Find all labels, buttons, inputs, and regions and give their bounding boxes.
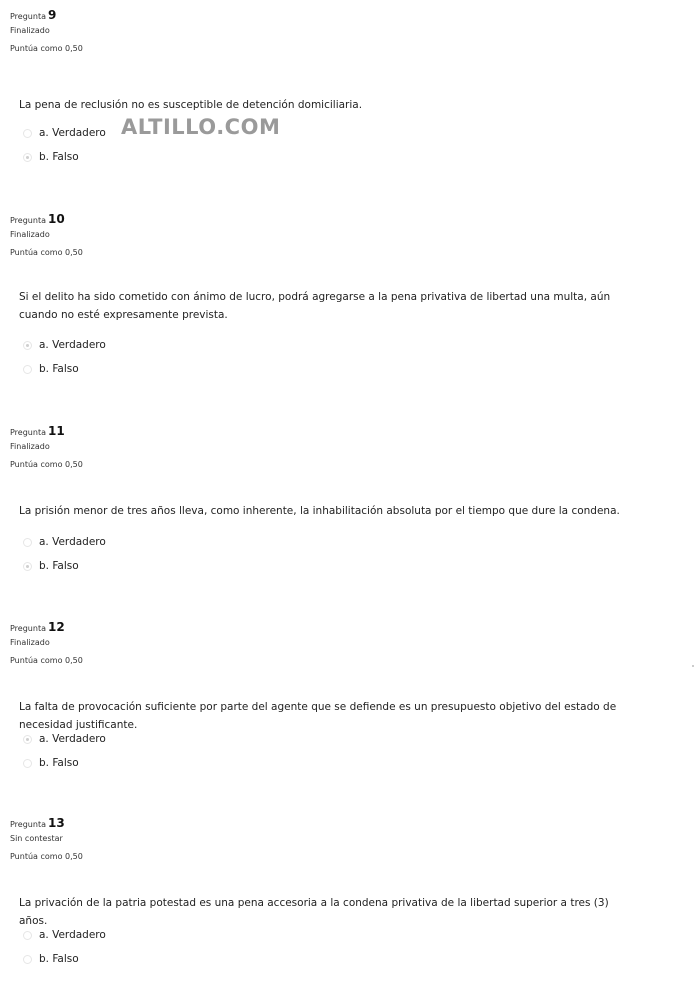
radio-button[interactable] — [23, 341, 32, 350]
option-label: a. Verdadero — [39, 536, 106, 548]
question-text: La prisión menor de tres años lleva, como inherente, la inhabilitación absoluta por el tiempo que dure la condena. — [19, 505, 620, 517]
option-label: a. Verdadero — [39, 127, 106, 139]
option-falso[interactable] — [23, 357, 323, 381]
answer-options — [23, 923, 323, 971]
question-number-value: 9 — [47, 8, 57, 22]
question-number-value: 10 — [47, 212, 65, 226]
answer-options — [23, 333, 323, 381]
question-state: Finalizado — [10, 26, 50, 35]
question-grade: Puntúa como 0,50 — [10, 460, 83, 469]
watermark: ALTILLO.COM — [121, 115, 281, 139]
question-info — [10, 816, 160, 862]
edge-artifact — [692, 665, 694, 667]
option-label: b. Falso — [39, 953, 79, 965]
question-grade: Puntúa como 0,50 — [10, 44, 83, 53]
answer-options — [23, 727, 323, 775]
radio-button[interactable] — [23, 759, 32, 768]
question-number-value: 11 — [47, 424, 65, 438]
radio-button[interactable] — [23, 562, 32, 571]
question-state: Finalizado — [10, 442, 50, 451]
question-number: Pregunta 10 — [10, 212, 65, 226]
option-falso[interactable] — [23, 947, 323, 971]
question-info — [10, 620, 160, 666]
option-label: b. Falso — [39, 757, 79, 769]
option-label: b. Falso — [39, 560, 79, 572]
option-label: b. Falso — [39, 363, 79, 375]
option-label: a. Verdadero — [39, 339, 106, 351]
question-text: La privación de la patria potestad es una pena accesoria a la condena privativa de la libertad superior a tres (3) años. — [19, 897, 609, 927]
option-verdadero[interactable] — [23, 530, 323, 554]
question-state: Sin contestar — [10, 834, 63, 843]
question-grade: Puntúa como 0,50 — [10, 852, 83, 861]
question-grade: Puntúa como 0,50 — [10, 656, 83, 665]
radio-button[interactable] — [23, 735, 32, 744]
question-11 — [0, 416, 700, 612]
radio-button[interactable] — [23, 931, 32, 940]
question-9 — [0, 0, 700, 196]
option-verdadero[interactable] — [23, 333, 323, 357]
question-number: Pregunta 13 — [10, 816, 65, 830]
question-number: Pregunta 11 — [10, 424, 65, 438]
question-number: Pregunta 9 — [10, 8, 57, 22]
question-info — [10, 424, 160, 470]
option-label: a. Verdadero — [39, 929, 106, 941]
question-12 — [0, 612, 700, 808]
radio-button[interactable] — [23, 538, 32, 547]
question-state: Finalizado — [10, 638, 50, 647]
option-falso[interactable] — [23, 751, 323, 775]
option-verdadero[interactable] — [23, 727, 323, 751]
radio-button[interactable] — [23, 153, 32, 162]
question-text: Si el delito ha sido cometido con ánimo de lucro, podrá agregarse a la pena privativa de libertad una multa, aún cuando no esté expresamente prevista. — [19, 291, 611, 321]
question-10 — [0, 204, 700, 400]
question-info — [10, 8, 160, 54]
radio-button[interactable] — [23, 129, 32, 138]
question-info — [10, 212, 160, 258]
answer-options — [23, 530, 323, 578]
question-number-value: 12 — [47, 620, 65, 634]
question-number-value: 13 — [47, 816, 65, 830]
question-grade: Puntúa como 0,50 — [10, 248, 83, 257]
option-verdadero[interactable] — [23, 923, 323, 947]
radio-button[interactable] — [23, 365, 32, 374]
question-text: La falta de provocación suficiente por parte del agente que se defiende es un presupuesto objetivo del estado de necesidad justificante. — [19, 701, 617, 731]
question-13 — [0, 808, 700, 1004]
option-label: a. Verdadero — [39, 733, 106, 745]
option-falso[interactable] — [23, 554, 323, 578]
question-number: Pregunta 12 — [10, 620, 65, 634]
radio-button[interactable] — [23, 955, 32, 964]
question-text: La pena de reclusión no es susceptible de detención domiciliaria. — [19, 99, 363, 111]
question-state: Finalizado — [10, 230, 50, 239]
option-label: b. Falso — [39, 151, 79, 163]
option-falso[interactable] — [23, 145, 323, 169]
